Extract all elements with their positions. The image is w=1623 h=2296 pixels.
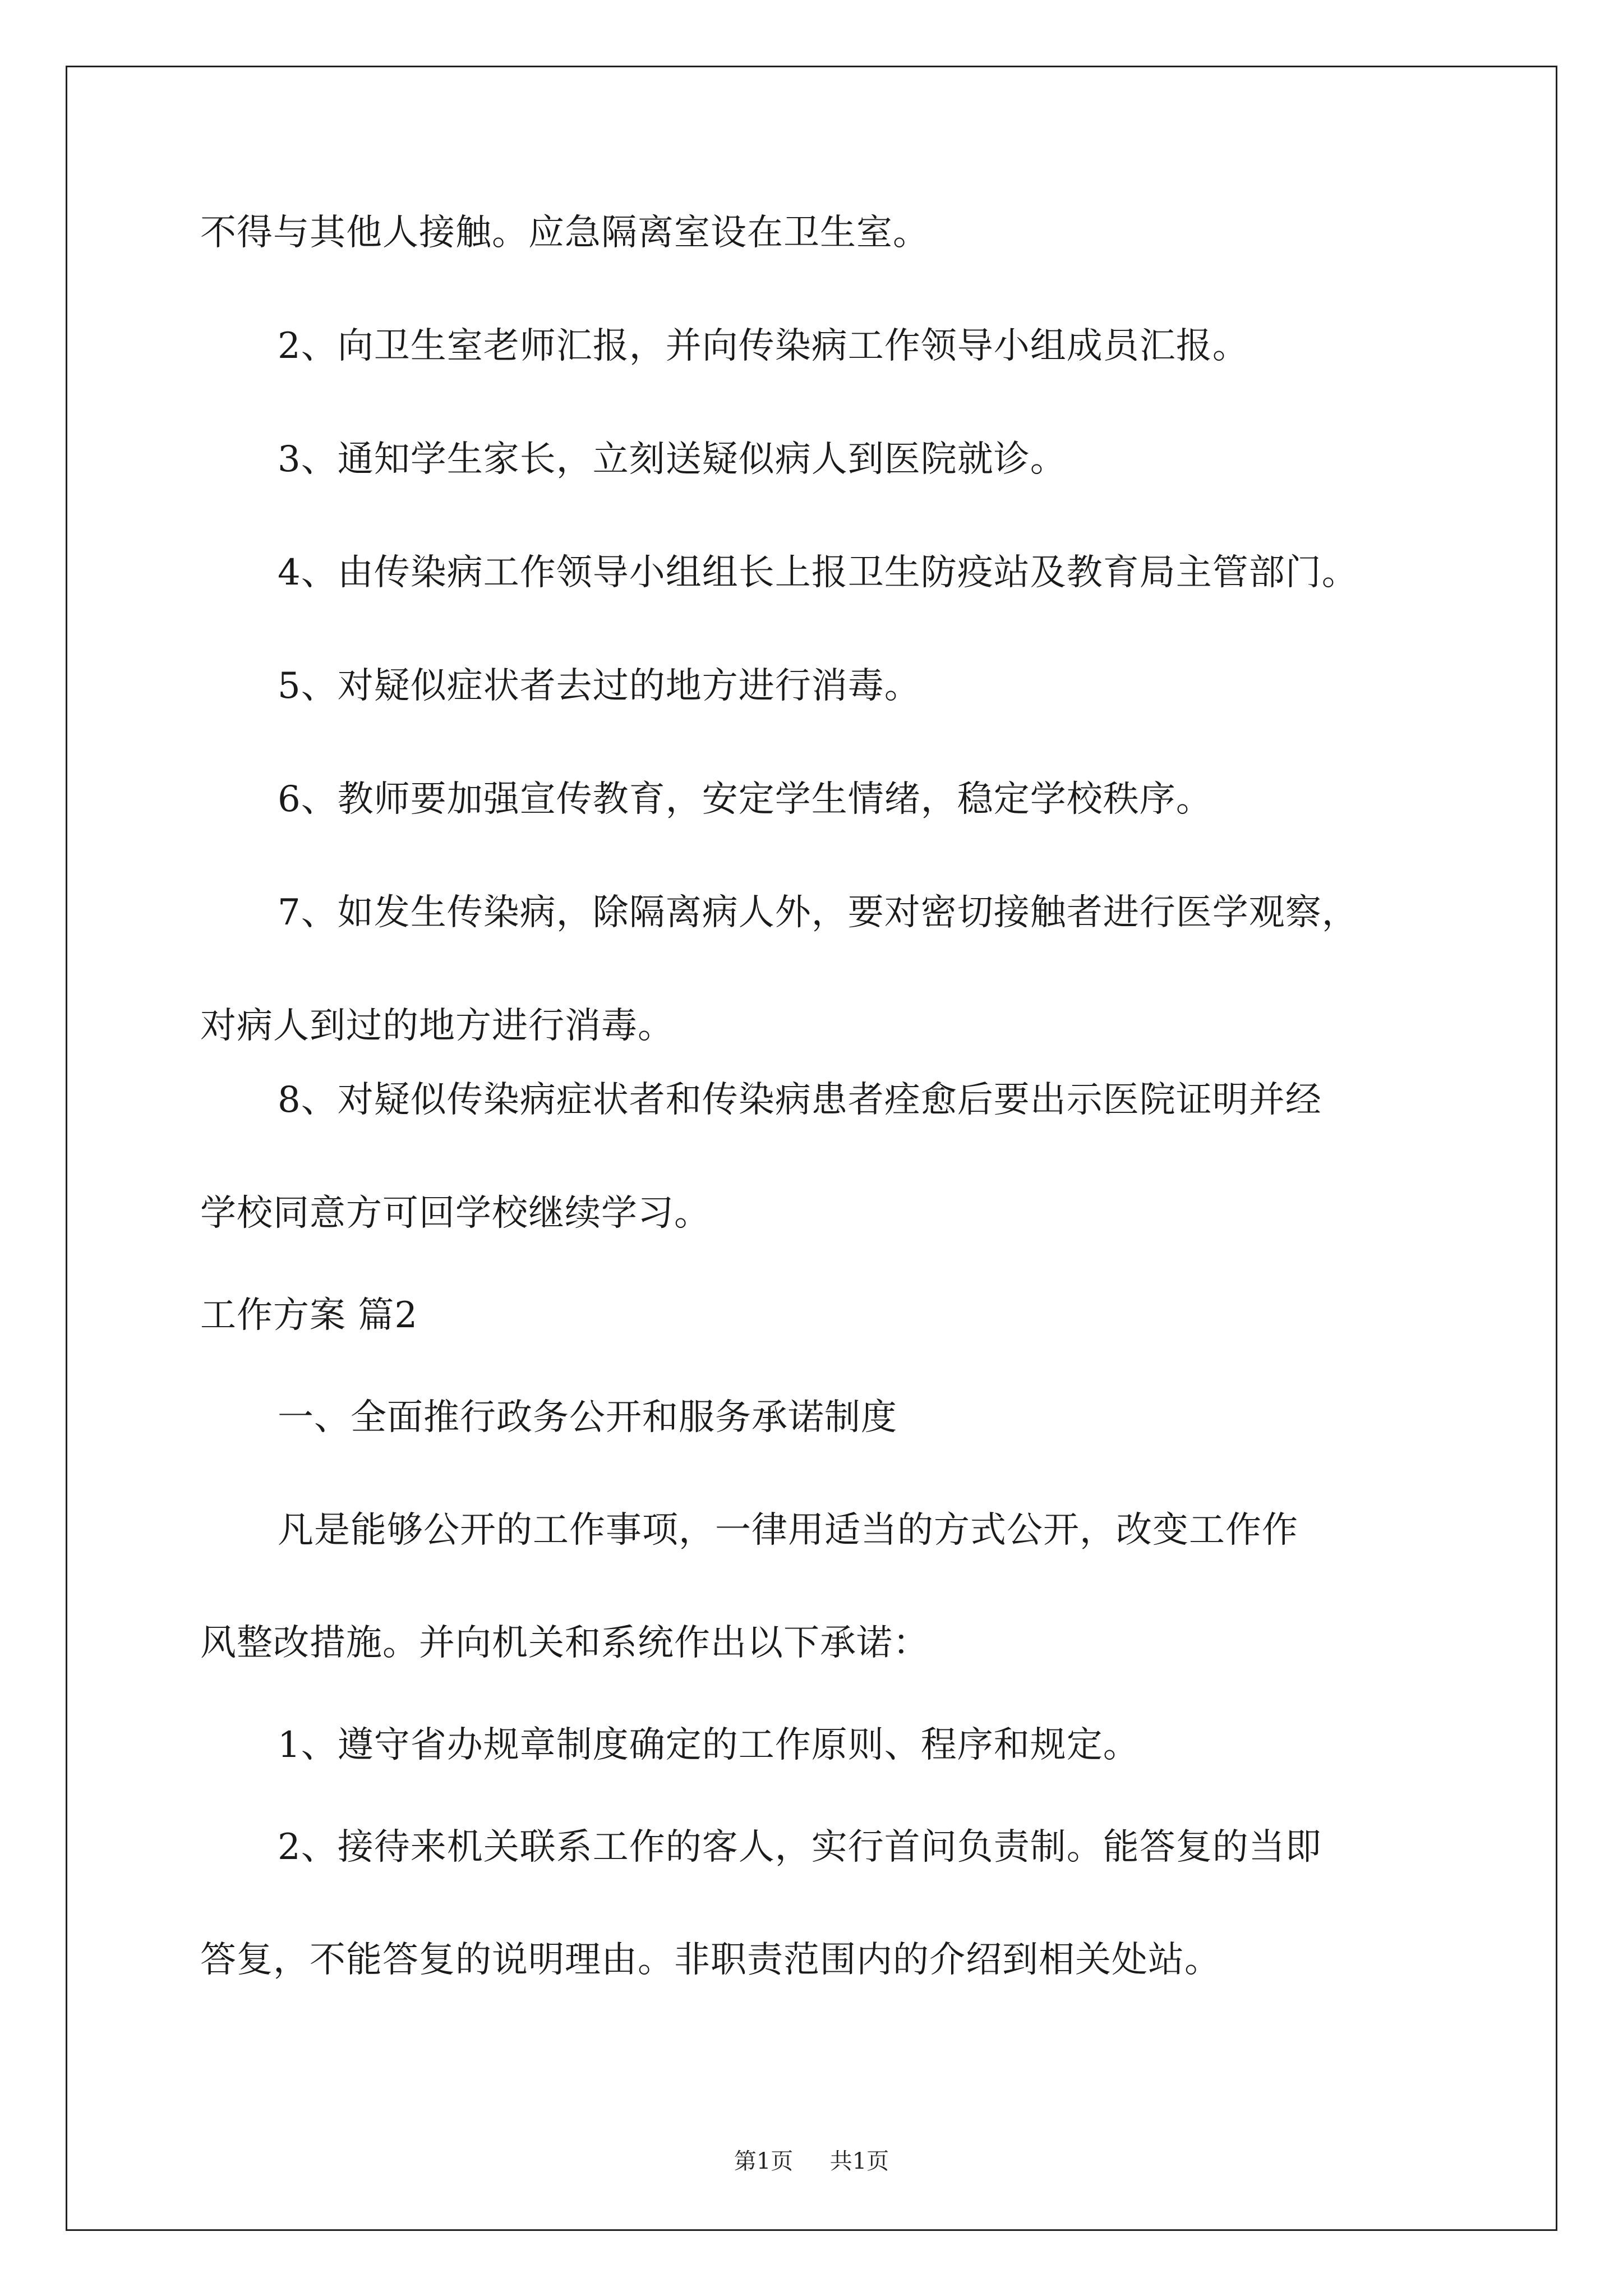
text-line: 对病人到过的地方进行消毒。 bbox=[200, 1005, 674, 1047]
text-line: 1、遵守省办规章制度确定的工作原则、程序和规定。 bbox=[278, 1724, 1140, 1766]
page-number: 第1页 bbox=[734, 2148, 794, 2174]
page-footer bbox=[0, 2147, 1623, 2175]
page-total: 共1页 bbox=[829, 2148, 889, 2174]
text-line: 学校同意方可回学校继续学习。 bbox=[200, 1193, 711, 1234]
text-line: 6、教师要加强宣传教育，安定学生情绪，稳定学校秩序。 bbox=[278, 779, 1212, 820]
text-line: 答复，不能答复的说明理由。非职责范围内的介绍到相关处站。 bbox=[200, 1939, 1221, 1981]
text-line: 8、对疑似传染病症状者和传染病患者痊愈后要出示医院证明并经 bbox=[278, 1079, 1322, 1121]
text-line: 2、接待来机关联系工作的客人，实行首问负责制。能答复的当即 bbox=[278, 1826, 1322, 1868]
text-line: 一、全面推行政务公开和服务承诺制度 bbox=[278, 1397, 897, 1438]
text-line: 风整改措施。并向机关和系统作出以下承诺： bbox=[200, 1622, 929, 1664]
text-line: 2、向卫生室老师汇报，并向传染病工作领导小组成员汇报。 bbox=[278, 325, 1249, 367]
text-line: 7、如发生传染病，除隔离病人外，要对密切接触者进行医学观察， bbox=[278, 892, 1358, 933]
section-heading: 工作方案 篇2 bbox=[200, 1295, 418, 1336]
text-line: 3、通知学生家长，立刻送疑似病人到医院就诊。 bbox=[278, 439, 1067, 480]
text-line: 4、由传染病工作领导小组组长上报卫生防疫站及教育局主管部门。 bbox=[278, 552, 1358, 593]
page-border bbox=[66, 66, 1557, 2231]
text-line: 凡是能够公开的工作事项，一律用适当的方式公开，改变工作作 bbox=[278, 1510, 1298, 1551]
text-line: 不得与其他人接触。应急隔离室设在卫生室。 bbox=[200, 212, 929, 254]
text-line: 5、对疑似症状者去过的地方进行消毒。 bbox=[278, 665, 921, 707]
